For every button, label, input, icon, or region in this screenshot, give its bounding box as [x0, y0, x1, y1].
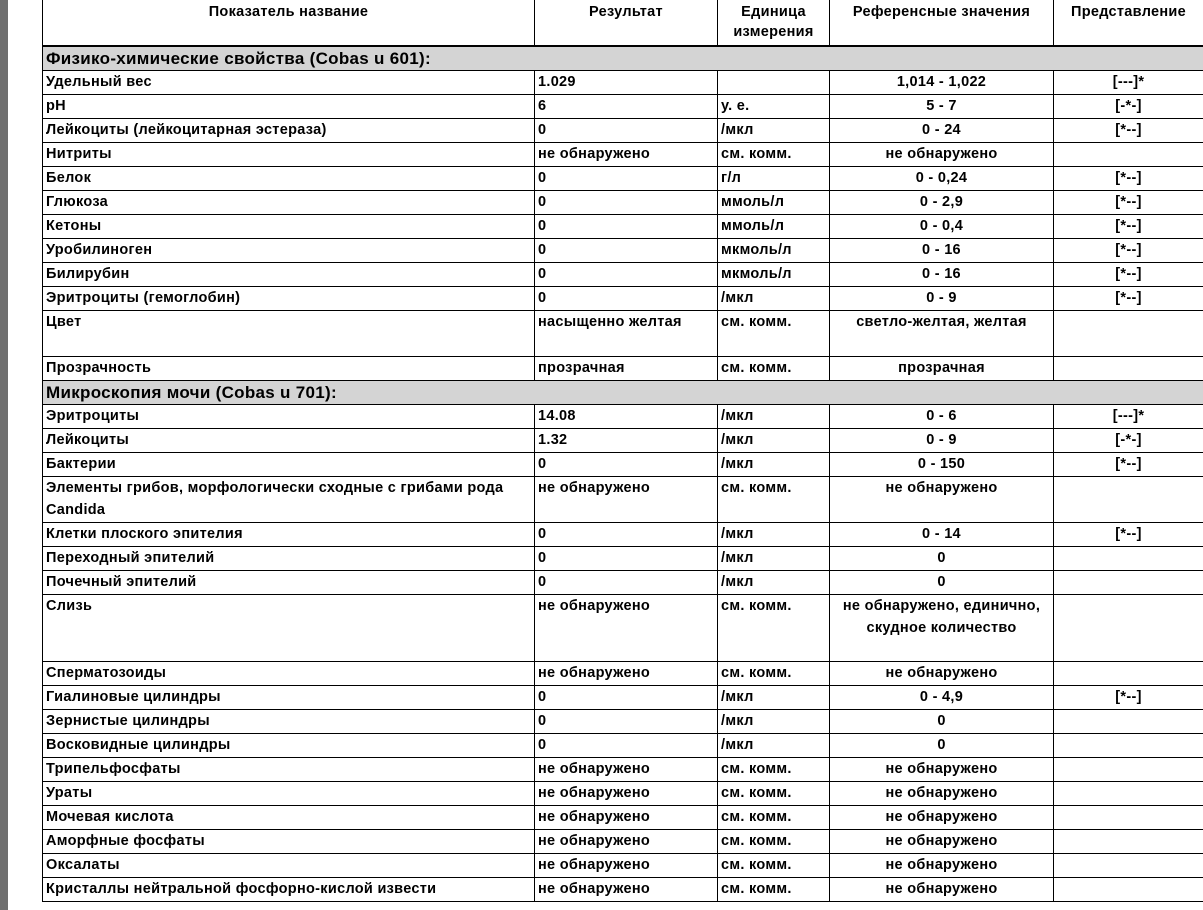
cell-result: не обнаружено	[535, 878, 718, 902]
cell-flag: [---]*	[1054, 405, 1203, 429]
section-header-row	[43, 381, 1203, 405]
cell-name: Билирубин	[43, 263, 535, 287]
cell-result: не обнаружено	[535, 758, 718, 782]
cell-flag: [-*-]	[1054, 429, 1203, 453]
table-row	[43, 686, 1203, 710]
lab-results-sheet	[42, 0, 1203, 902]
cell-ref: 0 - 6	[830, 405, 1054, 429]
left-edge-bar	[0, 0, 8, 910]
cell-flag	[1054, 878, 1203, 902]
cell-unit: см. комм.	[718, 357, 830, 381]
cell-flag: [*--]	[1054, 287, 1203, 311]
cell-unit: /мкл	[718, 429, 830, 453]
cell-ref: 0 - 0,24	[830, 167, 1054, 191]
cell-result: 1.32	[535, 429, 718, 453]
cell-name: Клетки плоского эпителия	[43, 523, 535, 547]
cell-flag: [-*-]	[1054, 95, 1203, 119]
table-row	[43, 710, 1203, 734]
cell-result: не обнаружено	[535, 830, 718, 854]
cell-result: 0	[535, 287, 718, 311]
cell-name: Глюкоза	[43, 191, 535, 215]
cell-ref: 0	[830, 547, 1054, 571]
table-header-row	[43, 0, 1203, 46]
cell-result: не обнаружено	[535, 662, 718, 686]
cell-ref: 0 - 16	[830, 239, 1054, 263]
cell-ref: 0 - 4,9	[830, 686, 1054, 710]
results-table	[42, 0, 1203, 902]
cell-unit: см. комм.	[718, 854, 830, 878]
cell-unit: см. комм.	[718, 477, 830, 523]
table-row	[43, 595, 1203, 662]
cell-result: 0	[535, 263, 718, 287]
table-row	[43, 263, 1203, 287]
cell-unit: см. комм.	[718, 830, 830, 854]
cell-result: 0	[535, 547, 718, 571]
cell-name: Почечный эпителий	[43, 571, 535, 595]
cell-ref: 0 - 14	[830, 523, 1054, 547]
table-row	[43, 571, 1203, 595]
cell-flag	[1054, 710, 1203, 734]
table-row	[43, 95, 1203, 119]
cell-flag	[1054, 571, 1203, 595]
cell-result: 0	[535, 239, 718, 263]
cell-flag	[1054, 782, 1203, 806]
cell-unit: ммоль/л	[718, 191, 830, 215]
cell-ref: не обнаружено	[830, 830, 1054, 854]
table-row	[43, 806, 1203, 830]
section-title: Микроскопия мочи (Cobas u 701):	[43, 381, 1203, 405]
cell-flag: [*--]	[1054, 523, 1203, 547]
cell-ref: не обнаружено	[830, 878, 1054, 902]
cell-ref: 0 - 150	[830, 453, 1054, 477]
cell-ref: не обнаружено	[830, 477, 1054, 523]
cell-flag: [*--]	[1054, 263, 1203, 287]
cell-ref: 0 - 9	[830, 287, 1054, 311]
cell-name: Элементы грибов, морфологически сходные с грибами рода Candida	[43, 477, 535, 523]
cell-ref: 5 - 7	[830, 95, 1054, 119]
cell-name: Лейкоциты (лейкоцитарная эстераза)	[43, 119, 535, 143]
cell-unit: /мкл	[718, 523, 830, 547]
cell-ref: не обнаружено	[830, 662, 1054, 686]
cell-result: не обнаружено	[535, 806, 718, 830]
table-row	[43, 662, 1203, 686]
cell-name: pH	[43, 95, 535, 119]
cell-ref: 0 - 16	[830, 263, 1054, 287]
table-row	[43, 830, 1203, 854]
cell-flag	[1054, 477, 1203, 523]
cell-result: прозрачная	[535, 357, 718, 381]
cell-unit: см. комм.	[718, 311, 830, 357]
cell-ref: не обнаружено	[830, 854, 1054, 878]
cell-ref: прозрачная	[830, 357, 1054, 381]
header-view: Представление	[1054, 0, 1203, 46]
cell-unit	[718, 71, 830, 95]
cell-result: 0	[535, 523, 718, 547]
cell-name: Цвет	[43, 311, 535, 357]
cell-result: насыщенно желтая	[535, 311, 718, 357]
cell-flag	[1054, 311, 1203, 357]
cell-name: Зернистые цилиндры	[43, 710, 535, 734]
cell-unit: см. комм.	[718, 878, 830, 902]
cell-flag	[1054, 854, 1203, 878]
cell-ref: 0	[830, 710, 1054, 734]
cell-name: Гиалиновые цилиндры	[43, 686, 535, 710]
cell-flag: [*--]	[1054, 191, 1203, 215]
cell-unit: /мкл	[718, 287, 830, 311]
cell-ref: 0 - 24	[830, 119, 1054, 143]
cell-result: 0	[535, 453, 718, 477]
table-row	[43, 191, 1203, 215]
cell-unit: /мкл	[718, 710, 830, 734]
cell-ref: не обнаружено, единично, скудное количество	[830, 595, 1054, 662]
header-ref: Референсные значения	[830, 0, 1054, 46]
cell-name: Бактерии	[43, 453, 535, 477]
header-name: Показатель название	[43, 0, 535, 46]
cell-result: 1.029	[535, 71, 718, 95]
cell-flag: [*--]	[1054, 453, 1203, 477]
cell-name: Аморфные фосфаты	[43, 830, 535, 854]
table-row	[43, 71, 1203, 95]
cell-unit: /мкл	[718, 119, 830, 143]
cell-flag	[1054, 806, 1203, 830]
cell-flag: [---]*	[1054, 71, 1203, 95]
cell-ref: 0 - 9	[830, 429, 1054, 453]
cell-flag	[1054, 758, 1203, 782]
cell-result: не обнаружено	[535, 782, 718, 806]
cell-flag	[1054, 357, 1203, 381]
cell-unit: /мкл	[718, 734, 830, 758]
table-row	[43, 143, 1203, 167]
cell-name: Уробилиноген	[43, 239, 535, 263]
cell-flag	[1054, 830, 1203, 854]
table-row	[43, 239, 1203, 263]
table-row	[43, 429, 1203, 453]
cell-result: 6	[535, 95, 718, 119]
section-title: Физико-химические свойства (Cobas u 601):	[43, 46, 1203, 71]
table-row	[43, 453, 1203, 477]
cell-flag	[1054, 595, 1203, 662]
cell-flag: [*--]	[1054, 239, 1203, 263]
section-header-row	[43, 46, 1203, 71]
cell-unit: /мкл	[718, 547, 830, 571]
table-row	[43, 734, 1203, 758]
cell-flag	[1054, 143, 1203, 167]
table-row	[43, 405, 1203, 429]
cell-unit: ммоль/л	[718, 215, 830, 239]
cell-result: 0	[535, 119, 718, 143]
cell-result: не обнаружено	[535, 477, 718, 523]
table-row	[43, 477, 1203, 523]
cell-unit: /мкл	[718, 571, 830, 595]
cell-result: 0	[535, 571, 718, 595]
cell-name: Слизь	[43, 595, 535, 662]
cell-ref: не обнаружено	[830, 806, 1054, 830]
cell-unit: см. комм.	[718, 662, 830, 686]
cell-ref: 0 - 0,4	[830, 215, 1054, 239]
cell-unit: у. е.	[718, 95, 830, 119]
cell-name: Эритроциты	[43, 405, 535, 429]
cell-result: 14.08	[535, 405, 718, 429]
cell-unit: см. комм.	[718, 758, 830, 782]
cell-unit: мкмоль/л	[718, 239, 830, 263]
table-row	[43, 523, 1203, 547]
cell-flag: [*--]	[1054, 167, 1203, 191]
cell-flag: [*--]	[1054, 215, 1203, 239]
cell-name: Оксалаты	[43, 854, 535, 878]
table-row	[43, 311, 1203, 357]
cell-result: 0	[535, 686, 718, 710]
cell-name: Лейкоциты	[43, 429, 535, 453]
cell-unit: мкмоль/л	[718, 263, 830, 287]
table-body	[43, 46, 1203, 902]
header-result: Результат	[535, 0, 718, 46]
cell-ref: 0 - 2,9	[830, 191, 1054, 215]
cell-result: 0	[535, 734, 718, 758]
table-row	[43, 357, 1203, 381]
cell-unit: /мкл	[718, 453, 830, 477]
table-row	[43, 547, 1203, 571]
cell-unit: /мкл	[718, 686, 830, 710]
cell-ref: не обнаружено	[830, 782, 1054, 806]
cell-name: Эритроциты (гемоглобин)	[43, 287, 535, 311]
cell-name: Сперматозоиды	[43, 662, 535, 686]
table-row	[43, 287, 1203, 311]
cell-name: Прозрачность	[43, 357, 535, 381]
cell-name: Нитриты	[43, 143, 535, 167]
cell-flag	[1054, 547, 1203, 571]
cell-result: не обнаружено	[535, 854, 718, 878]
table-row	[43, 119, 1203, 143]
cell-flag	[1054, 662, 1203, 686]
cell-ref: 0	[830, 734, 1054, 758]
cell-name: Трипельфосфаты	[43, 758, 535, 782]
cell-name: Удельный вес	[43, 71, 535, 95]
cell-flag: [*--]	[1054, 686, 1203, 710]
cell-flag	[1054, 734, 1203, 758]
table-row	[43, 782, 1203, 806]
cell-result: 0	[535, 710, 718, 734]
cell-name: Мочевая кислота	[43, 806, 535, 830]
table-row	[43, 878, 1203, 902]
cell-unit: см. комм.	[718, 143, 830, 167]
cell-result: 0	[535, 215, 718, 239]
header-unit: Единица измерения	[718, 0, 830, 46]
cell-result: не обнаружено	[535, 595, 718, 662]
cell-ref: не обнаружено	[830, 758, 1054, 782]
cell-ref: 1,014 - 1,022	[830, 71, 1054, 95]
cell-unit: см. комм.	[718, 806, 830, 830]
cell-name: Кристаллы нейтральной фосфорно-кислой извести	[43, 878, 535, 902]
cell-name: Переходный эпителий	[43, 547, 535, 571]
cell-unit: г/л	[718, 167, 830, 191]
cell-result: не обнаружено	[535, 143, 718, 167]
cell-name: Восковидные цилиндры	[43, 734, 535, 758]
cell-unit: /мкл	[718, 405, 830, 429]
table-row	[43, 758, 1203, 782]
table-row	[43, 854, 1203, 878]
cell-ref: светло-желтая, желтая	[830, 311, 1054, 357]
cell-unit: см. комм.	[718, 595, 830, 662]
cell-name: Белок	[43, 167, 535, 191]
cell-name: Ураты	[43, 782, 535, 806]
cell-name: Кетоны	[43, 215, 535, 239]
cell-unit: см. комм.	[718, 782, 830, 806]
cell-result: 0	[535, 167, 718, 191]
cell-result: 0	[535, 191, 718, 215]
cell-ref: 0	[830, 571, 1054, 595]
table-row	[43, 215, 1203, 239]
table-row	[43, 167, 1203, 191]
cell-ref: не обнаружено	[830, 143, 1054, 167]
cell-flag: [*--]	[1054, 119, 1203, 143]
